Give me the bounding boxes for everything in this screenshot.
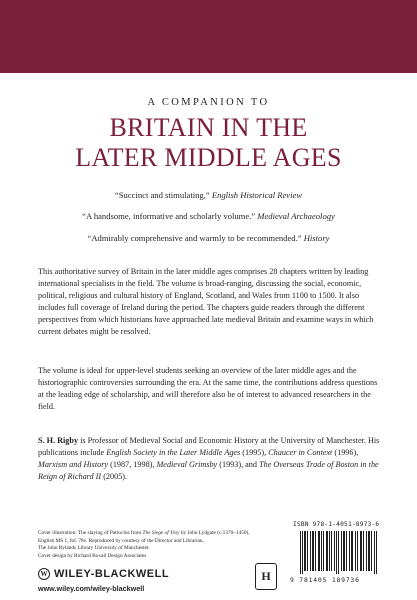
wiley-logo-icon: W <box>38 568 50 580</box>
barcode-icon <box>300 531 380 574</box>
book-title-line-2: LATER MIDDLE AGES <box>75 143 342 172</box>
review-quote <box>0 211 417 221</box>
quote-source: English Historical Review <box>211 190 303 200</box>
publisher-seal-icon: H <box>255 563 277 590</box>
publisher-name: WILEY-BLACKWELL <box>54 568 170 580</box>
publisher-url: www.wiley.com/wiley-blackwell <box>38 584 145 593</box>
author-bio: S. H. Rigby is Professor of Medieval Social and Economic History at the University of Manchester. His publications include English Society in the Later Middle Ages (1995), Chaucer in Context (1996), Marxism and History (1987, 1998), Medieval Grimsby (1993), and The Overseas Trade of Boston in the Reign of Richard II (2005). <box>38 436 380 482</box>
book-ref: English Society in the Later Middle Ages <box>106 448 241 458</box>
review-quote <box>0 190 417 200</box>
quote-source: Medieval Archaeology <box>257 211 335 221</box>
series-title: A COMPANION TO <box>147 97 270 108</box>
credit-line: English MS 1, fol. 78v. Reproduced by courtesy of the Director and Librarian, <box>38 537 204 544</box>
quote-text: “A handsome, informative and scholarly volume.” <box>82 211 258 221</box>
book-ref: Medieval Grimsby <box>156 460 218 470</box>
review-quote <box>0 233 417 243</box>
cover-credits <box>38 530 268 561</box>
description-paragraph-2: The volume is ideal for upper-level students seeking an overview of the later middle ages and the historiographic controversies surrounding the era. At the same time, the contributions address questions at the leading edge of scholarship, and will therefore also be of interest to advanced researchers in the field. <box>38 366 378 412</box>
ean-digits: 9 781405 189736 <box>290 576 360 584</box>
book-ref: The Overseas Trade of Boston in the Reign of Richard II <box>38 460 379 482</box>
description-paragraph-1: This authoritative survey of Britain in the later middle ages comprises 28 chapters written by leading international specialists in the field. The volume is broad-ranging, discussing the social, economic, political, religious and cultural history of England, Scotland, and Wales from 1100 to 1500. It also includes full coverage of Ireland during the period. The chapters guide readers through the different perspectives from which historians have approached late medieval Britain and examine ways in which current debates might be resolved. <box>38 267 374 337</box>
top-color-band <box>0 0 417 73</box>
quote-text: “Succinct and stimulating,” <box>114 190 212 200</box>
quote-source: History <box>303 233 330 243</box>
credit-line: Cover illustration: The slaying of Patroclus from The Siege of Troy by John Lydgate (c.1370–1450), <box>38 530 250 536</box>
publisher-logo <box>38 568 169 580</box>
book-ref: Chaucer in Context <box>268 448 333 458</box>
book-title-line-1: BRITAIN IN THE <box>109 113 308 142</box>
author-name: S. H. Rigby <box>38 436 79 445</box>
quote-text: “Admirably comprehensive and warmly to be recommended.” <box>87 233 304 243</box>
credit-line: The John Rylands Library University of Manchester. <box>38 545 150 552</box>
isbn-label: ISBN 978-1-4051-8973-6 <box>293 521 380 528</box>
book-ref: Marxism and History <box>38 460 109 470</box>
credit-line: Cover design by Richard Boxall Design Associates <box>38 553 147 560</box>
